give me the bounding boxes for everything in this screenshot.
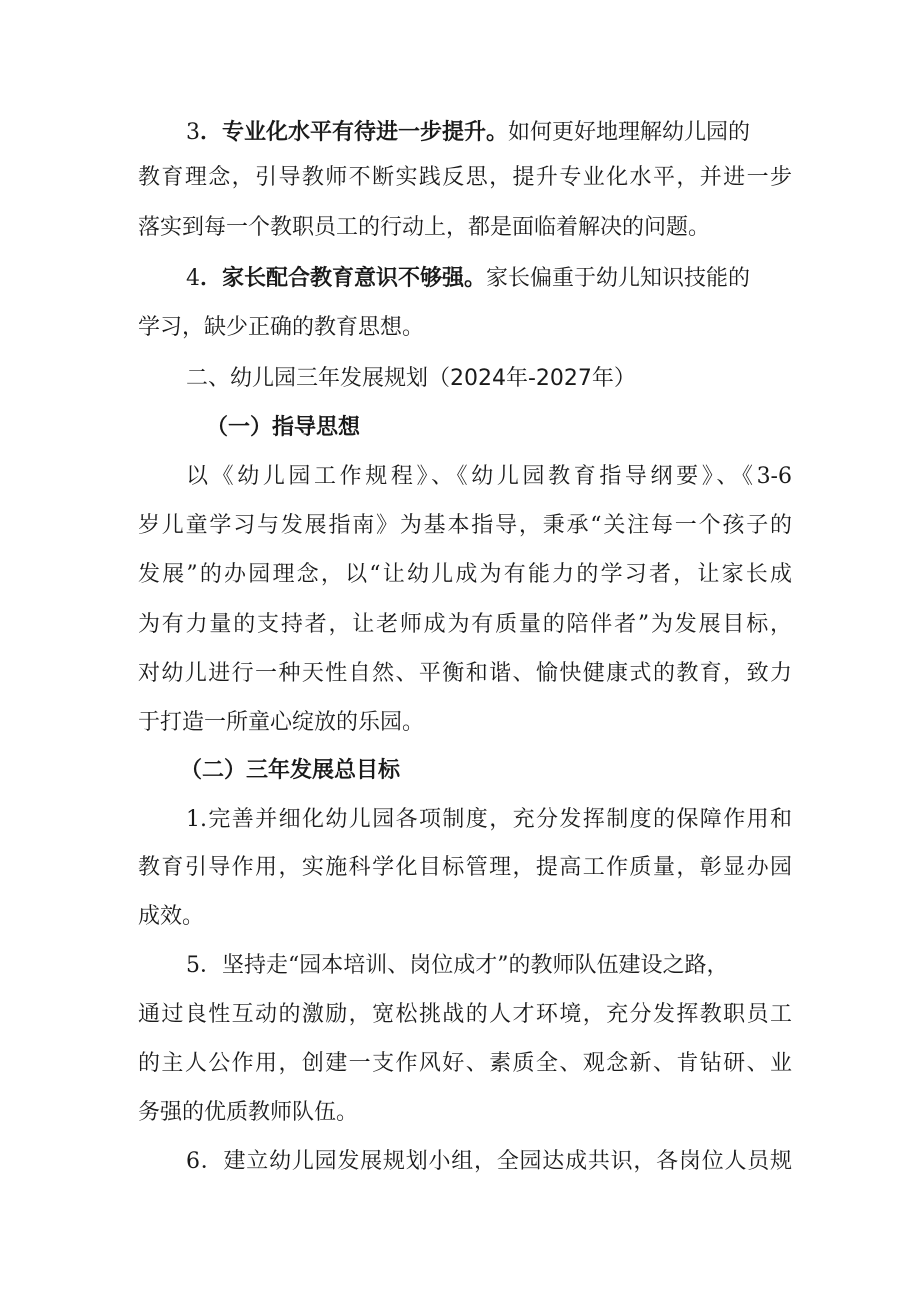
item-3-line-1 bbox=[186, 118, 792, 148]
goal-5-line-4: 务强的优质教师队伍。 bbox=[138, 1100, 359, 1125]
item-3-title: ．专业化水平有待进一步提升。 bbox=[200, 120, 509, 145]
sub-1-heading: （一）指导思想 bbox=[206, 415, 361, 440]
section-2-heading: 二、幼儿园三年发展规划（2024年-2027年） bbox=[186, 366, 636, 391]
item-4-line-2: 学习，缺少正确的教育思想。 bbox=[138, 315, 425, 340]
sub-1-line-5: 对幼儿进行一种天性自然、平衡和谐、愉快健康式的教育，致力 bbox=[138, 661, 792, 686]
goal-1-line-3: 成效。 bbox=[138, 904, 205, 929]
goal-1-line-1: 1.完善并细化幼儿园各项制度，充分发挥制度的保障作用和 bbox=[186, 807, 792, 832]
sub-1-line-2: 岁儿童学习与发展指南》为基本指导，秉承“关注每一个孩子的 bbox=[138, 513, 792, 538]
item-4-line-1 bbox=[186, 264, 792, 294]
goal-5-line-3: 的主人公作用，创建一支作风好、素质全、观念新、肯钻研、业 bbox=[138, 1051, 792, 1076]
sub-1-line-6: 于打造一所童心绽放的乐园。 bbox=[138, 710, 425, 735]
sub-2-heading: （二）三年发展总目标 bbox=[180, 758, 401, 783]
item-3-line-3: 落实到每一个教职员工的行动上，都是面临着解决的问题。 bbox=[138, 215, 711, 240]
item-4-title: ．家长配合教育意识不够强。 bbox=[200, 266, 487, 291]
item-3-line-2: 教育理念，引导教师不断实践反思，提升专业化水平，并进一步 bbox=[138, 165, 792, 190]
goal-1-line-2: 教育引导作用，实施科学化目标管理，提高工作质量，彰显办园 bbox=[138, 855, 792, 880]
goal-5-line-1: 5．坚持走“园本培训、岗位成才”的教师队伍建设之路， bbox=[186, 953, 729, 978]
item-3-number: 3 bbox=[186, 120, 200, 145]
goal-5-line-2: 通过良性互动的激励，宽松挑战的人才环境，充分发挥教职员工 bbox=[138, 1002, 792, 1027]
item-4-number: 4 bbox=[186, 266, 200, 291]
sub-1-line-1: 以《幼儿园工作规程》、《幼儿园教育指导纲要》、《3-6 bbox=[186, 464, 792, 489]
sub-1-line-4: 为有力量的支持者，让老师成为有质量的陪伴者”为发展目标， bbox=[138, 612, 792, 637]
sub-1-line-3: 发展”的办园理念，以“让幼儿成为有能力的学习者，让家长成 bbox=[138, 562, 792, 587]
item-4-text: 家长偏重于幼儿知识技能的 bbox=[486, 266, 751, 291]
item-3-text: 如何更好地理解幼儿园的 bbox=[508, 120, 751, 145]
goal-6-line-1: 6．建立幼儿园发展规划小组，全园达成共识，各岗位人员规 bbox=[186, 1149, 792, 1174]
